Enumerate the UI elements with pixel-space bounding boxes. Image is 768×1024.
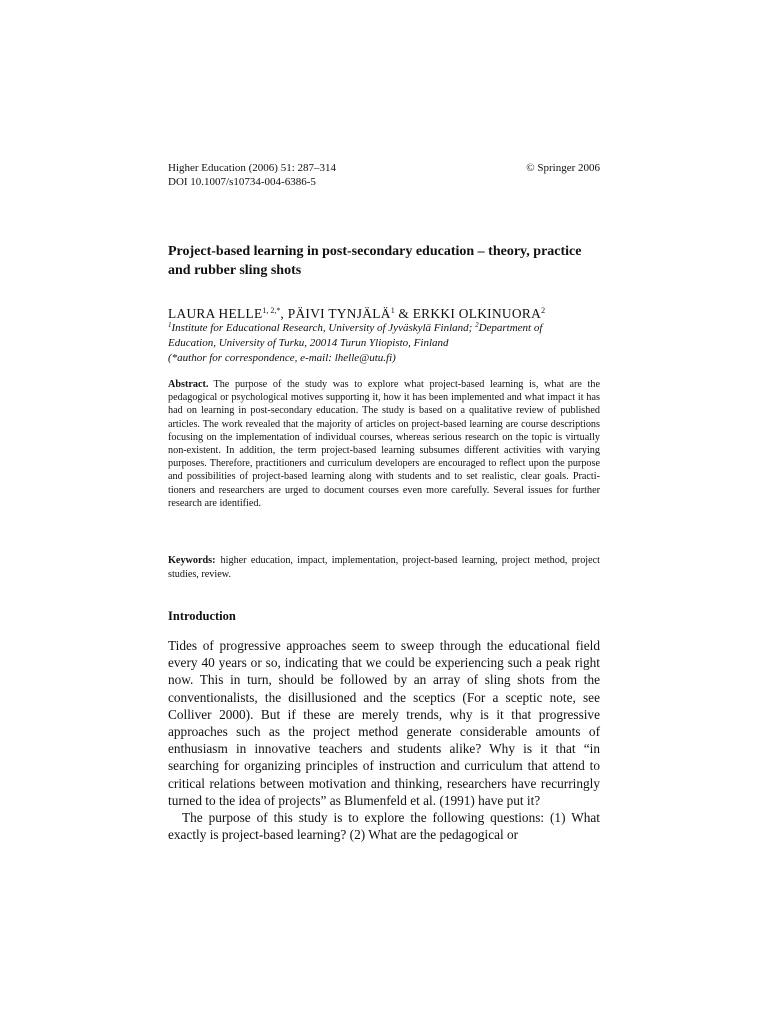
- body-paragraph: The purpose of this study is to explore the following questions: (1) What exactly is project-based learning? (2) What are the pedagogical or: [168, 810, 600, 843]
- section-heading-introduction: Introduction: [168, 609, 236, 623]
- journal-header: [168, 161, 600, 189]
- author-name: PÄIVI TYNJÄLÄ: [287, 306, 391, 321]
- correspondence-note: (*author for correspondence, e-mail: lhelle@utu.fi): [168, 352, 396, 364]
- journal-citation: Higher Education (2006) 51: 287–314: [168, 162, 337, 174]
- author-affiliation-marker: 1, 2,*: [262, 306, 281, 315]
- author-affiliation-marker: 2: [541, 306, 546, 315]
- paper-title: Project-based learning in post-secondary education – theory, practice and rubber sling shots: [168, 244, 582, 278]
- affiliation-line: [168, 318, 600, 336]
- affiliation-text: Institute for Educational Research, University of Jyväskylä Finland;: [171, 322, 476, 334]
- affiliation-marker: 1: [168, 321, 172, 329]
- keywords-text: higher education, impact, implementation, project-based learning, project method, project studies, review.: [168, 555, 600, 580]
- author-name: ERKKI OLKINUORA: [412, 306, 542, 321]
- affiliation-text: Department of: [478, 322, 543, 334]
- paper-page: [168, 0, 600, 1024]
- author-separator: ,: [280, 306, 288, 321]
- copyright-notice: © Springer 2006: [526, 162, 600, 174]
- author-separator: &: [394, 306, 413, 321]
- abstract-text: The purpose of the study was to explore what project-based learning is, what are the pedagogical or psychological motives supporting it, how it has been implemented and what impact it has had on learning in post-secondary education. The study is based on a qualitative review of published articles. The work revealed that the majority of articles on project-based learning are course descriptions focusing on the implementation of individual courses, whereas serious research on the topic is virtually non-existent. In addition, the term project-based learning subsumes different activities with varying purposes. Therefore, practitioners and curriculum developers are encouraged to reflect upon the purpose and possibilities of project-based learning along with students and to set realistic, clear goals. Practitioners and researchers are urged to document courses even more carefully. Several issues for further research are identified.: [168, 379, 600, 509]
- author-affiliation-marker: 1: [390, 306, 395, 315]
- keywords-label: Keywords:: [168, 555, 216, 566]
- introduction-body: [168, 637, 600, 843]
- author-name: LAURA HELLE: [168, 306, 263, 321]
- keywords: [168, 554, 600, 582]
- abstract-label: Abstract.: [168, 379, 209, 390]
- affiliations: [168, 318, 600, 366]
- abstract: [168, 378, 600, 510]
- doi: DOI 10.1007/s10734-004-6386-5: [168, 176, 316, 188]
- affiliation-line: Education, University of Turku, 20014 Turun Yliopisto, Finland: [168, 337, 449, 349]
- body-paragraph: Tides of progressive approaches seem to sweep through the educational field every 40 years or so, indicating that we could be experiencing such a peak right now. This in turn, should be followed by an array of sling shots from the conventionalists, the disillusioned and the sceptics (For a sceptic note, see Colliver 2000). But if these are merely trends, why is it that progressive approaches such as the project method generate considerable amounts of enthusiasm in innovative teachers and students alike? Why is it that “in searching for organizing principles of instruction and curriculum that attend to critical relations between motivation and thinking, researchers have recurringly turned to the idea of projects” as Blumenfeld et al. (1991) have put it?: [168, 638, 600, 808]
- affiliation-marker: 2: [475, 321, 479, 329]
